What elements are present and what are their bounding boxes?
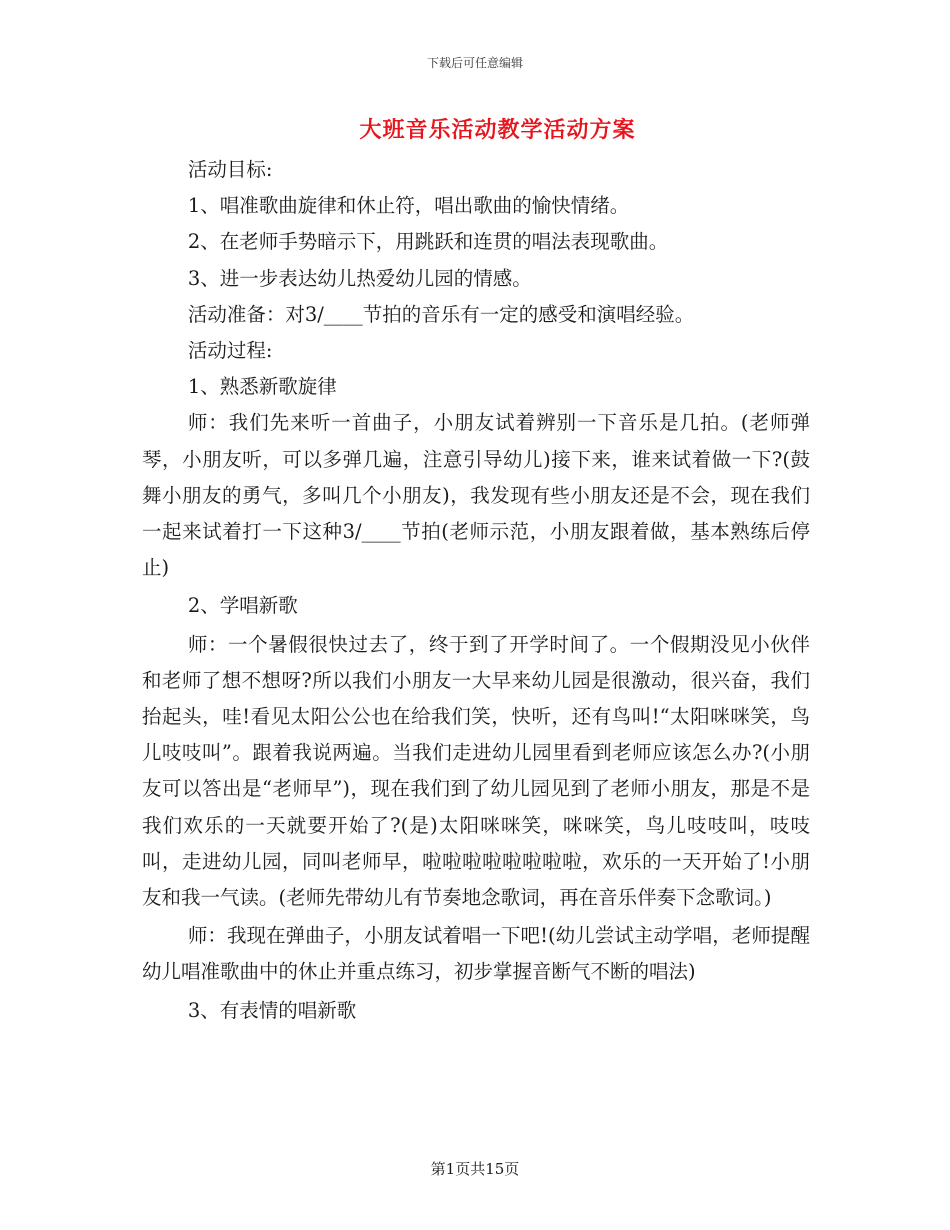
document-body: [142, 152, 810, 1029]
paragraph-step-1-heading: 1、熟悉新歌旋律: [187, 375, 337, 399]
paragraph-goal-3: 3、进一步表达幼儿热爱幼儿园的情感。: [187, 266, 532, 290]
paragraph-process-heading: 活动过程:: [187, 339, 273, 363]
document-title: 大班音乐活动教学活动方案: [359, 117, 636, 143]
paragraph-goal-1: 1、唱准歌曲旋律和休止符，唱出歌曲的愉快情绪。: [187, 194, 630, 218]
paragraph-goals-heading: 活动目标:: [187, 158, 273, 181]
paragraph-preparation: 活动准备：对3/____节拍的音乐有一定的感受和演唱经验。: [187, 302, 695, 326]
paragraph-step-2-body: 师：一个暑假很快过去了，终于到了开学时间了。一个假期没见小伙伴和老师了想不想呀?所以我们小朋友一大早来幼儿园是很激动，很兴奋，我们抬起头，哇!看见太阳公公也在给我们笑，快听，还有鸟叫!“太阳咪咪笑，鸟儿吱吱叫”。跟着我说两遍。当我们走进幼儿园里看到老师应该怎么办?(小朋友可以答出是“老师早”)，现在我们到了幼儿园见到了老师小朋友，那是不是我们欢乐的一天就要开始了?(是)太阳咪咪笑，咪咪笑，鸟儿吱吱叫，吱吱叫，走进幼儿园，同叫老师早，啦啦啦啦啦啦啦啦，欢乐的一天开始了!小朋友和我一气读。(老师先带幼儿有节奏地念歌词，再在音乐伴奏下念歌词。): [142, 632, 810, 910]
paragraph-step-2-practice: 师：我现在弹曲子，小朋友试着唱一下吧!(幼儿尝试主动学唱，老师提醒幼儿唱准歌曲中的休止并重点练习，初步掌握音断气不断的唱法): [142, 924, 810, 984]
page-footer: 第1页共15页: [430, 1160, 520, 1178]
paragraph-goal-2: 2、在老师手势暗示下，用跳跃和连贯的唱法表现歌曲。: [187, 230, 669, 254]
paragraph-step-1-body: 师：我们先来听一首曲子，小朋友试着辨别一下音乐是几拍。(老师弹琴，小朋友听，可以多弹几遍，注意引导幼儿)接下来，谁来试着做一下?(鼓舞小朋友的勇气，多叫几个小朋友)，我发现有些小朋友还是不会，现在我们一起来试着打一下这种3/____节拍(老师示范，小朋友跟着做，基本熟练后停止): [142, 411, 810, 580]
page-header: 下载后可任意编辑: [426, 56, 523, 70]
paragraph-step-3-heading: 3、有表情的唱新歌: [187, 998, 357, 1022]
paragraph-step-2-heading: 2、学唱新歌: [187, 594, 298, 618]
